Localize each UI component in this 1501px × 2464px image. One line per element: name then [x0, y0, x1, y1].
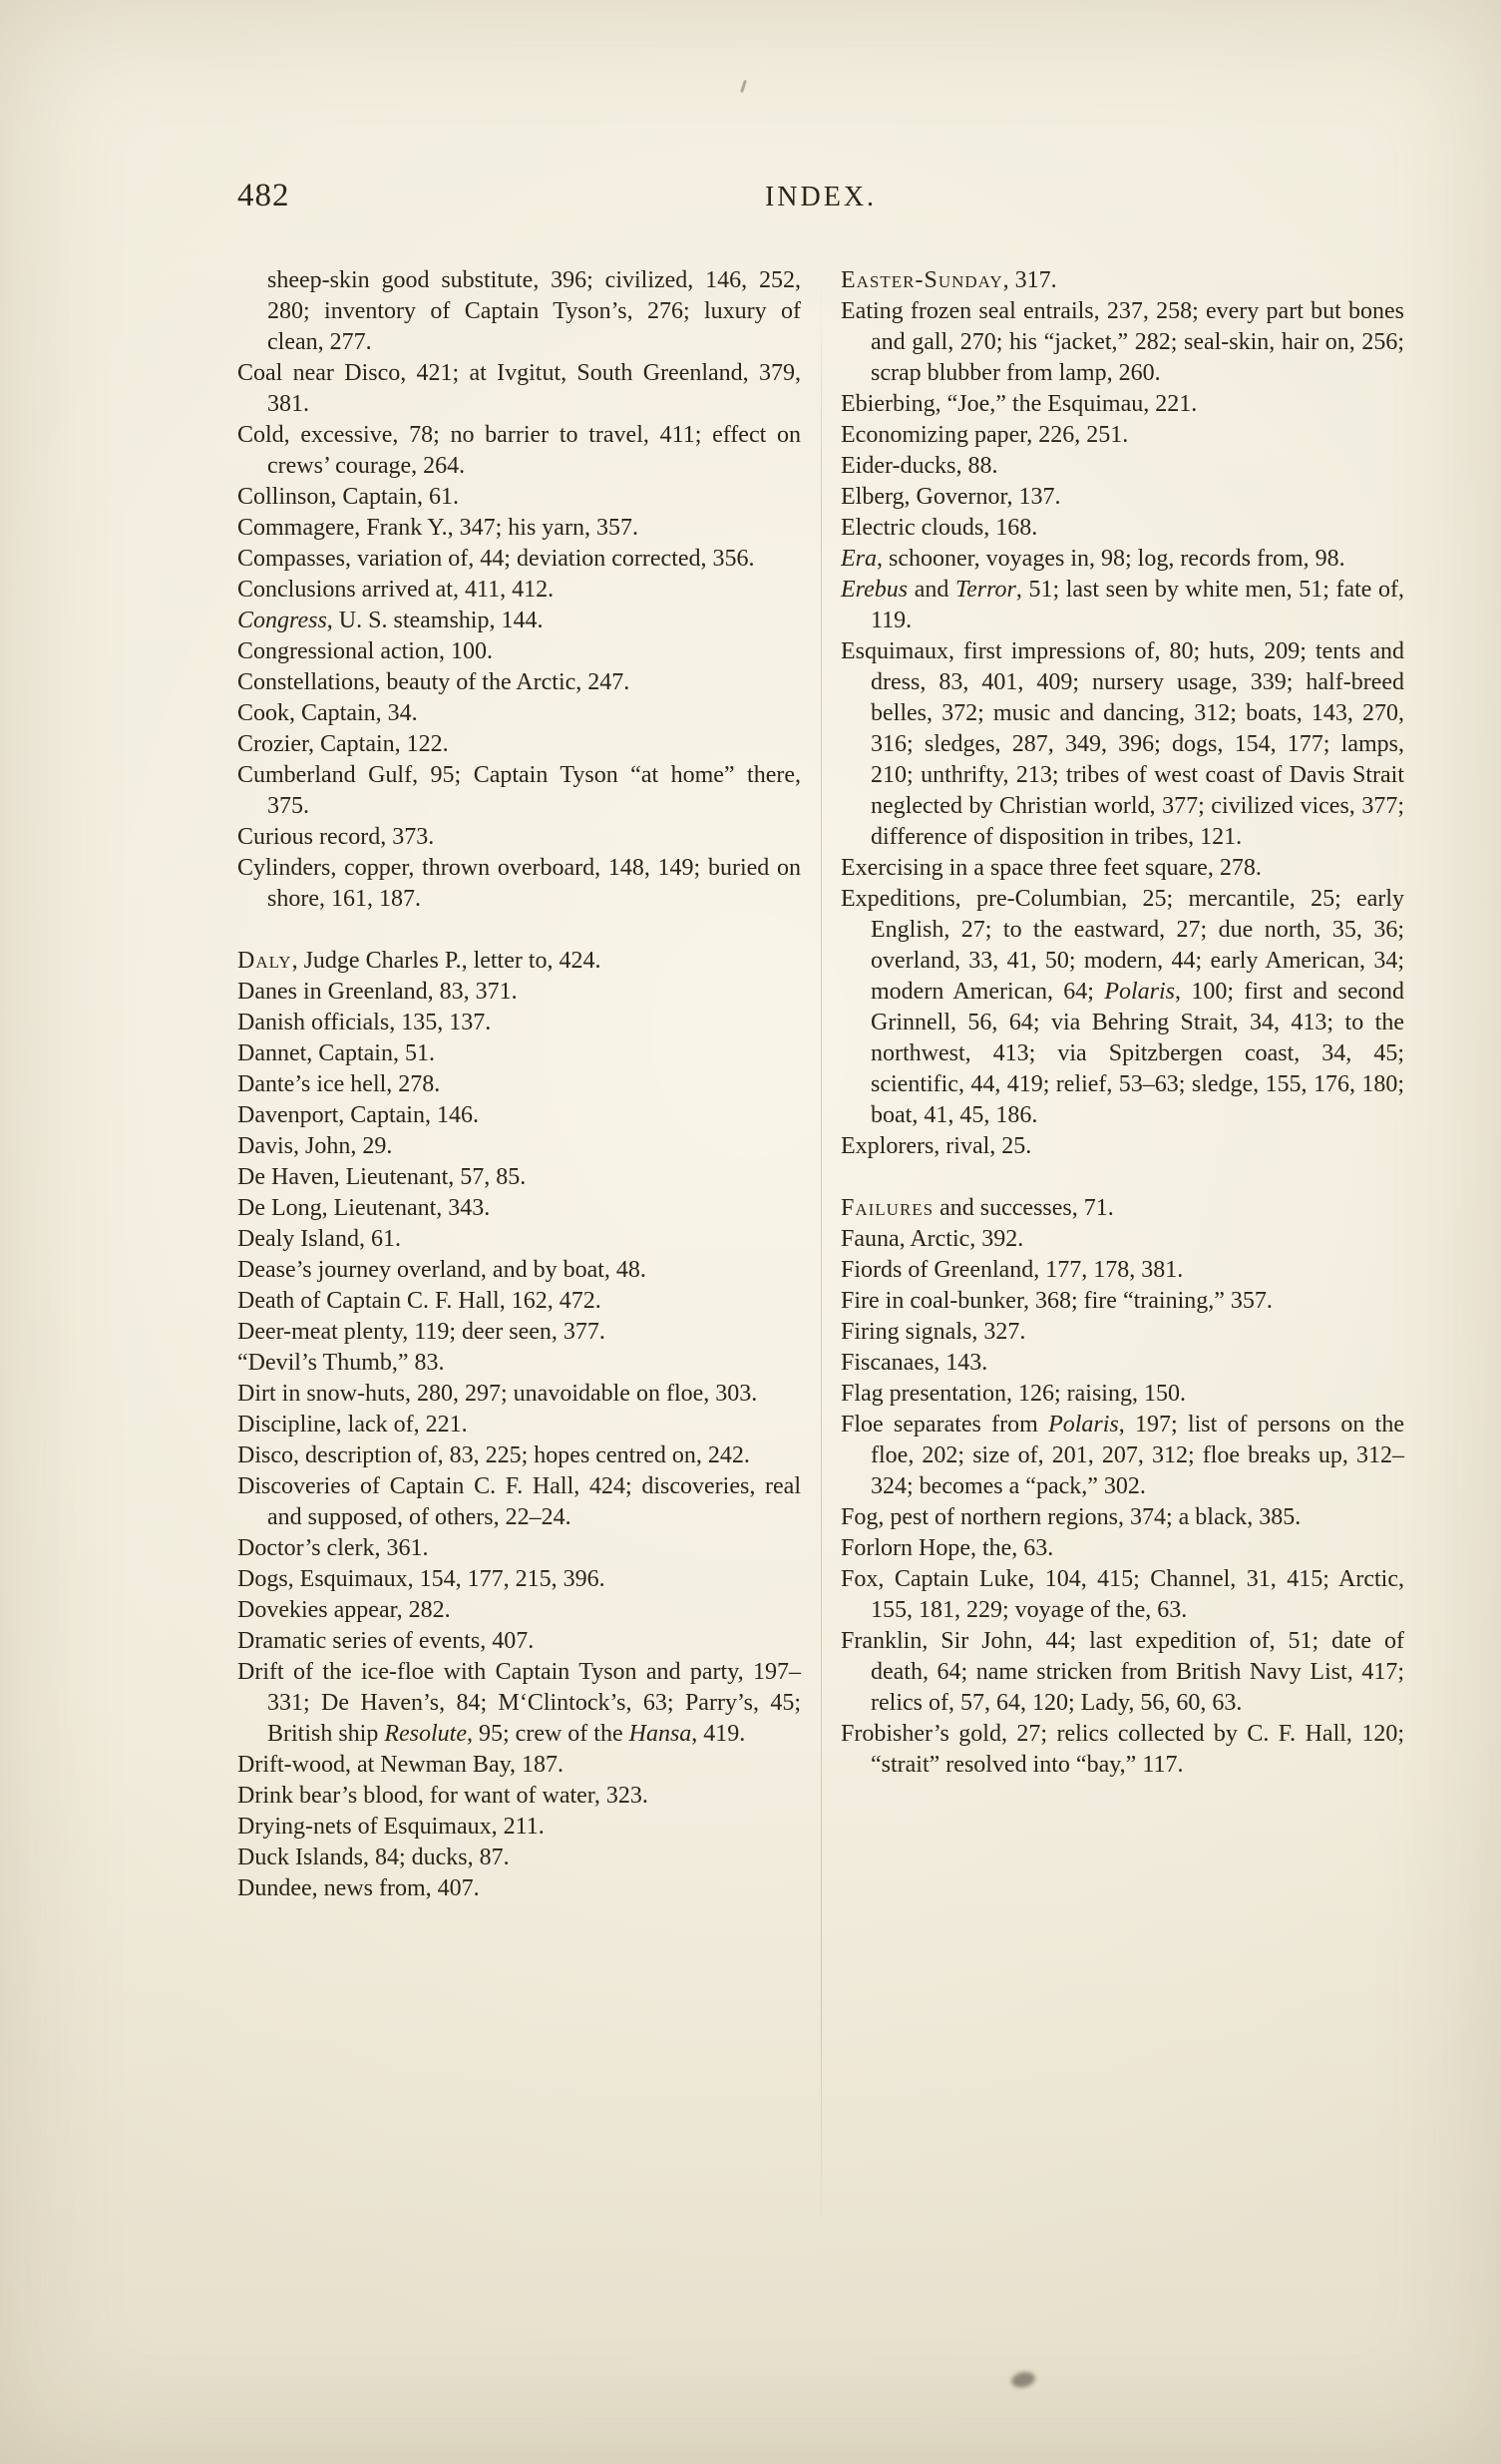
index-entry: Fox, Captain Luke, 104, 415; Channel, 31, 415; Arctic, 155, 181, 229; voyage of the, 63. — [841, 1566, 1404, 1623]
index-column-left — [237, 265, 801, 1904]
index-entry: Davenport, Captain, 146. — [237, 1102, 479, 1128]
index-entry: Drift-wood, at Newman Bay, 187. — [237, 1752, 564, 1778]
index-entry: Firing signals, 327. — [841, 1319, 1026, 1345]
index-entry: Discipline, lack of, 221. — [237, 1412, 468, 1437]
index-entry: Esquimaux, first impressions of, 80; huts, 209; tents and dress, 83, 401, 409; nursery usage, 339; half-breed belles, 372; music and dancing, 312; boats, 143, 270, 316; sledges, 287, 349, 396; dogs, 154, 177; lamps, 210; unthrifty, 213; tribes of west coast of Davis Strait neglected by Christian world, 377; civilized vices, 377; difference of disposition in tribes, 121. — [841, 638, 1404, 850]
index-entry: Doctor’s clerk, 361. — [237, 1535, 429, 1561]
page-title: INDEX. — [764, 182, 878, 212]
index-entry: Dramatic series of events, 407. — [237, 1628, 535, 1654]
index-entry: Fiscanaes, 143. — [841, 1350, 988, 1376]
index-entry: Dogs, Esquimaux, 154, 177, 215, 396. — [237, 1566, 605, 1592]
index-column-right — [841, 265, 1404, 1904]
index-entry: Franklin, Sir John, 44; last expedition of, 51; date of death, 64; name stricken from British Navy List, 417; relics of, 57, 64, 120; Lady, 56, 60, 63. — [841, 1628, 1404, 1716]
index-entry: Erebus and Terror, 51; last seen by white men, 51; fate of, 119. — [841, 577, 1405, 633]
index-entry: Deer-meat plenty, 119; deer seen, 377. — [237, 1319, 605, 1345]
index-entry: Daly, Judge Charles P., letter to, 424. — [237, 948, 601, 974]
index-entry: Easter-Sunday, 317. — [841, 267, 1057, 293]
index-entry: Fauna, Arctic, 392. — [841, 1226, 1024, 1252]
index-entry: Eating frozen seal entrails, 237, 258; every part but bones and gall, 270; his “jacket,” 282; seal-skin, hair on, 256; scrap blubber from lamp, 260. — [841, 298, 1404, 386]
index-entry: Drying-nets of Esquimaux, 211. — [237, 1814, 545, 1840]
index-entry: Failures and successes, 71. — [841, 1195, 1114, 1221]
index-entry: Forlorn Hope, the, 63. — [841, 1535, 1054, 1561]
italic-term: Polaris — [1048, 1412, 1119, 1437]
index-entry: Drink bear’s blood, for want of water, 323. — [237, 1783, 648, 1809]
italic-term: Polaris — [1104, 979, 1175, 1005]
index-entry: Constellations, beauty of the Arctic, 247. — [237, 669, 630, 695]
index-entry: Danes in Greenland, 83, 371. — [237, 979, 518, 1005]
index-entry: Collinson, Captain, 61. — [237, 484, 459, 510]
index-entry: Dovekies appear, 282. — [237, 1597, 451, 1623]
index-entry: Cylinders, copper, thrown overboard, 148, 149; buried on shore, 161, 187. — [237, 855, 801, 912]
index-entry: Frobisher’s gold, 27; relics collected by C. F. Hall, 120; “strait” resolved into “bay,” 117. — [841, 1721, 1404, 1778]
index-entry: Davis, John, 29. — [237, 1133, 393, 1159]
index-entry: Cold, excessive, 78; no barrier to travel, 411; effect on crews’ courage, 264. — [237, 422, 801, 479]
index-entry: Danish officials, 135, 137. — [237, 1010, 492, 1035]
index-entry: Duck Islands, 84; ducks, 87. — [237, 1845, 510, 1870]
index-entry: Crozier, Captain, 122. — [237, 731, 449, 757]
italic-term: Terror — [954, 577, 1016, 603]
index-entry: Commagere, Frank Y., 347; his yarn, 357. — [237, 515, 638, 541]
smallcaps-term: Daly — [237, 948, 292, 974]
page-number: 482 — [237, 178, 290, 213]
index-entry: Economizing paper, 226, 251. — [841, 422, 1129, 448]
index-entry: Congressional action, 100. — [237, 638, 493, 664]
index-entry: Dirt in snow-huts, 280, 297; unavoidable on floe, 303. — [237, 1381, 758, 1407]
smallcaps-term: Failures — [841, 1195, 935, 1221]
index-entry: Elberg, Governor, 137. — [841, 484, 1061, 510]
scan-artifact — [1010, 2370, 1037, 2390]
index-columns — [237, 265, 1404, 1904]
index-entry: Fire in coal-bunker, 368; fire “training,” 357. — [841, 1288, 1273, 1314]
index-entry: Curious record, 373. — [237, 824, 435, 850]
italic-term: Era — [841, 546, 877, 572]
index-entry: Flag presentation, 126; raising, 150. — [841, 1381, 1186, 1407]
index-entry: Dante’s ice hell, 278. — [237, 1071, 441, 1097]
index-entry: Fog, pest of northern regions, 374; a black, 385. — [841, 1504, 1302, 1530]
index-entry: Cumberland Gulf, 95; Captain Tyson “at home” there, 375. — [237, 762, 801, 819]
index-entry: Congress, U. S. steamship, 144. — [237, 608, 544, 633]
index-entry: sheep-skin good substitute, 396; civilized, 146, 252, 280; inventory of Captain Tyson’s, 276; luxury of clean, 277. — [267, 267, 801, 355]
index-entry: Eider-ducks, 88. — [841, 453, 998, 479]
index-entry: Dealy Island, 61. — [237, 1226, 401, 1252]
index-entry: Electric clouds, 168. — [841, 515, 1038, 541]
italic-term: Congress — [237, 608, 327, 633]
index-entry: Drift of the ice-floe with Captain Tyson and party, 197–331; De Haven’s, 84; M‘Clintock’s, 63; Parry’s, 45; British ship Resolute, 95; crew of the Hansa, 419. — [237, 1659, 801, 1747]
index-entry: De Haven, Lieutenant, 57, 85. — [237, 1164, 527, 1190]
index-entry: Floe separates from Polaris, 197; list of persons on the floe, 202; size of, 201, 207, 312; floe breaks up, 312–324; becomes a “pack,” 302. — [841, 1412, 1404, 1499]
index-entry: Dease’s journey overland, and by boat, 48. — [237, 1257, 646, 1283]
italic-term: Erebus — [841, 577, 909, 603]
index-entry: Exercising in a space three feet square, 278. — [841, 855, 1262, 881]
index-entry: “Devil’s Thumb,” 83. — [237, 1350, 445, 1376]
index-entry: Explorers, rival, 25. — [841, 1133, 1032, 1159]
index-entry: Death of Captain C. F. Hall, 162, 472. — [237, 1288, 601, 1314]
scan-artifact — [740, 80, 747, 93]
index-entry: Coal near Disco, 421; at Ivgitut, South Greenland, 379, 381. — [237, 360, 801, 417]
index-entry: De Long, Lieutenant, 343. — [237, 1195, 491, 1221]
index-entry: Era, schooner, voyages in, 98; log, records from, 98. — [841, 546, 1345, 572]
page-header — [237, 176, 1404, 221]
index-entry: Dundee, news from, 407. — [237, 1875, 480, 1901]
italic-term: Resolute — [384, 1721, 467, 1747]
index-entry: Fiords of Greenland, 177, 178, 381. — [841, 1257, 1184, 1283]
index-entry: Ebierbing, “Joe,” the Esquimau, 221. — [841, 391, 1198, 417]
smallcaps-term: Easter-Sunday — [841, 267, 1003, 293]
index-entry: Discoveries of Captain C. F. Hall, 424; discoveries, real and supposed, of others, 22–24. — [237, 1473, 801, 1530]
index-entry: Dannet, Captain, 51. — [237, 1040, 435, 1066]
index-entry: Conclusions arrived at, 411, 412. — [237, 577, 555, 603]
italic-term: Hansa — [628, 1721, 692, 1747]
index-entry: Expeditions, pre-Columbian, 25; mercantile, 25; early English, 27; to the eastward, 27; due north, 35, 36; overland, 33, 41, 50; modern, 44; early American, 34; modern American, 64; Polaris, 100; first and second Grinnell, 56, 64; via Behring Strait, 34, 413; to the northwest, 413; via Spitzbergen coast, 34, 45; scientific, 44, 419; relief, 53–63; sledge, 155, 176, 180; boat, 41, 45, 186. — [841, 886, 1404, 1128]
index-entry: Compasses, variation of, 44; deviation corrected, 356. — [237, 546, 755, 572]
index-entry: Disco, description of, 83, 225; hopes centred on, 242. — [237, 1442, 750, 1468]
index-entry: Cook, Captain, 34. — [237, 700, 418, 726]
